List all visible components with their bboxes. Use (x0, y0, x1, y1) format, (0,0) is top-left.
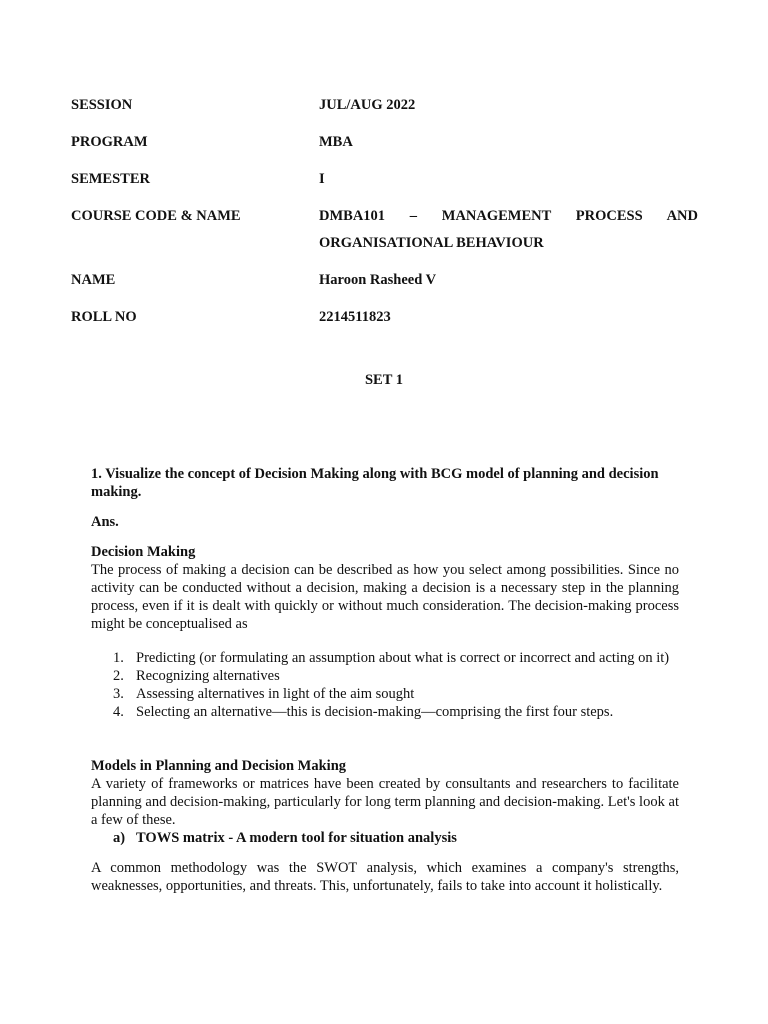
subheading-text: TOWS matrix - A modern tool for situation analysis (136, 830, 457, 846)
info-value: 2214511823 (319, 309, 391, 325)
info-value: I (319, 171, 325, 187)
answer-body (91, 465, 679, 895)
info-label: SEMESTER (71, 171, 150, 187)
models-paragraph: A variety of frameworks or matrices have been created by consultants and researchers to facilitate planning and decision-making, particularly for long term planning and decision-making. Let's look at a few of these. (91, 776, 679, 828)
list-item (113, 667, 679, 685)
info-row-course (71, 203, 698, 257)
list-item-text: Predicting (or formulating an assumption about what is correct or incorrect and acting on it) (136, 650, 670, 666)
info-row-roll-no (71, 304, 698, 331)
info-label: PROGRAM (71, 134, 148, 150)
info-label: ROLL NO (71, 309, 137, 325)
list-item (113, 703, 679, 721)
info-row-session (71, 92, 698, 119)
info-label: COURSE CODE & NAME (71, 208, 241, 224)
info-row-program (71, 129, 698, 156)
info-value: JUL/AUG 2022 (319, 97, 416, 113)
info-label: SESSION (71, 97, 133, 113)
list-number: 4. (113, 704, 124, 720)
list-item (113, 649, 679, 667)
decision-making-heading: Decision Making (91, 544, 196, 560)
tows-subheading (91, 829, 679, 847)
list-number: 3. (113, 686, 124, 702)
list-item-text: Assessing alternatives in light of the aim sought (136, 686, 415, 702)
info-value: MBA (319, 134, 353, 150)
decision-steps-list (91, 649, 679, 721)
info-value: Haroon Rasheed V (319, 272, 437, 288)
ans-label: Ans. (91, 514, 119, 530)
decision-making-paragraph: The process of making a decision can be described as how you select among possibilities. Since no activity can be conducted without a decision, making a decision is a necessary step in the planning process, even if it is dealt with quickly or without much consideration. The decision-making process might be conceptualised as (91, 562, 679, 632)
info-value: DMBA101 – MANAGEMENT PROCESS AND ORGANISATIONAL BEHAVIOUR (319, 208, 698, 251)
list-item (113, 685, 679, 703)
subheading-marker: a) (113, 830, 126, 846)
list-item-text: Selecting an alternative—this is decision-making—comprising the first four steps. (136, 704, 614, 720)
list-number: 2. (113, 668, 124, 684)
header-info-table (71, 92, 698, 331)
swot-paragraph: A common methodology was the SWOT analysis, which examines a company's strengths, weaknesses, opportunities, and threats. This, unfortunately, fails to take into account it holistically. (91, 860, 679, 894)
list-item-text: Recognizing alternatives (136, 668, 280, 684)
models-heading: Models in Planning and Decision Making (91, 758, 347, 774)
question-text: 1. Visualize the concept of Decision Making along with BCG model of planning and decision making. (91, 466, 659, 500)
list-number: 1. (113, 650, 124, 666)
info-label: NAME (71, 272, 116, 288)
info-row-name (71, 267, 698, 294)
info-row-semester (71, 166, 698, 193)
set-title: SET 1 (364, 372, 404, 388)
